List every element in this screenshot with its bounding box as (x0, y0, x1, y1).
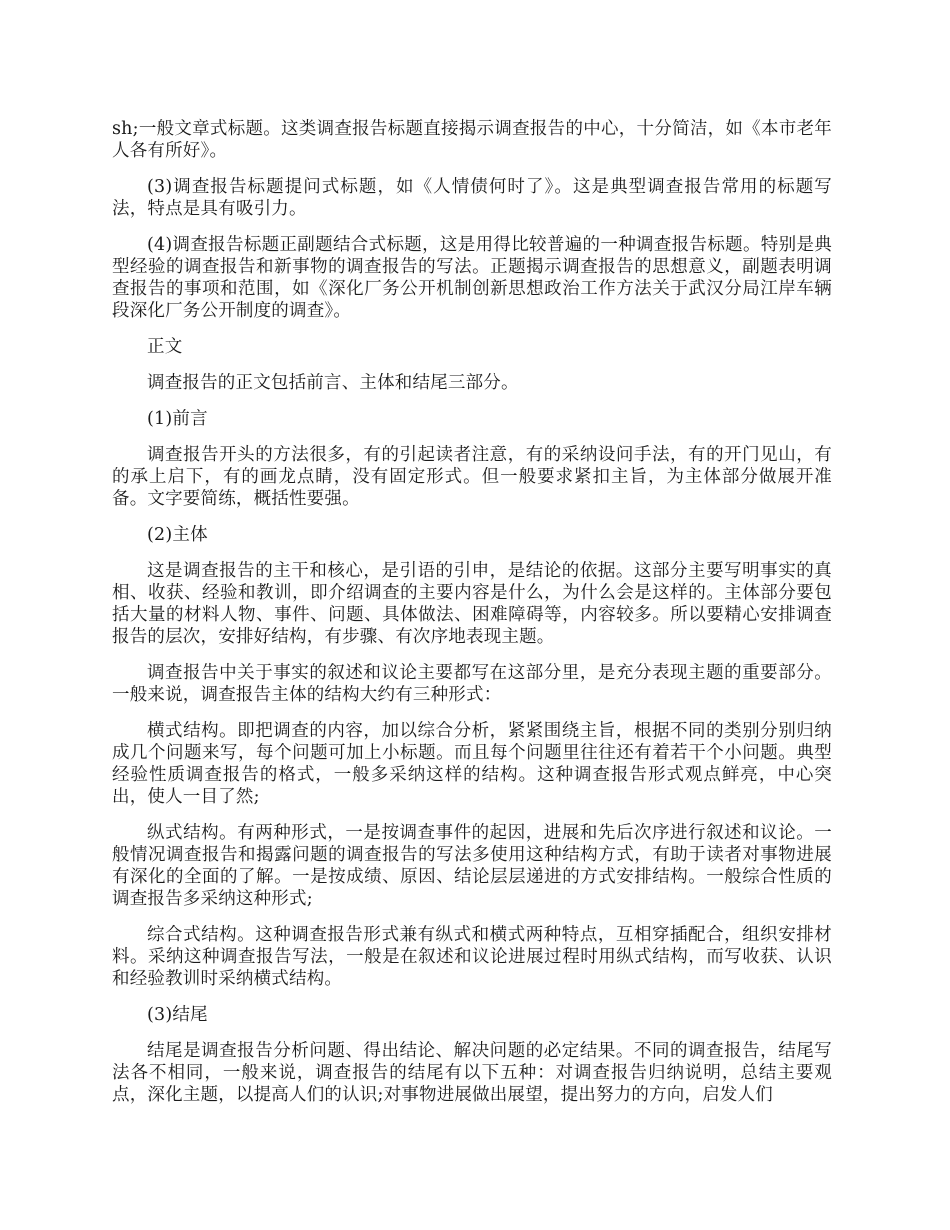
paragraph-main-core: 这是调查报告的主干和核心，是引语的引申，是结论的依据。这部分主要写明事实的真相、收获、经验和教训，即介绍调查的主要内容是什么，为什么会是这样的。主体部分要包括大量的材料人物、事件、问题、具体做法、困难障碍等，内容较多。所以要精心安排调查报告的层次，安排好结构，有步骤、有次序地表现主题。 (112, 561, 832, 647)
paragraph-horizontal-structure: 横式结构。即把调查的内容，加以综合分析，紧紧围绕主旨，根据不同的类别分别归纳成几个问题来写，每个问题可加上小标题。而且每个问题里往往还有着若干个小问题。典型经验性质调查报告的格式，一般多采纳这样的结构。这种调查报告形式观点鲜亮，中心突出，使人一目了然; (112, 721, 832, 807)
paragraph-ending: 结尾是调查报告分析问题、得出结论、解决问题的必定结果。不同的调查报告，结尾写法各不相同，一般来说，调查报告的结尾有以下五种：对调查报告归纳说明，总结主要观点，深化主题，以提高人们的认识;对事物进展做出展望，提出努力的方向，启发人们 (112, 1041, 832, 1105)
section-heading-body: 正文 (147, 337, 183, 357)
subheading-main: (2)主体 (147, 525, 208, 545)
paragraph-vertical-structure: 纵式结构。有两种形式，一是按调查事件的起因，进展和先后次序进行叙述和议论。一般情况调查报告和揭露问题的调查报告的写法多使用这种结构方式，有助于读者对事物进展有深化的全面的了解。一是按成绩、原因、结论层层递进的方式安排结构。一般综合性质的调查报告多采纳这种形式; (112, 823, 832, 909)
subheading-preface: (1)前言 (147, 409, 208, 429)
subheading-ending: (3)结尾 (147, 1005, 208, 1025)
paragraph-body-overview: 调查报告的正文包括前言、主体和结尾三部分。 (147, 373, 519, 393)
paragraph-preface: 调查报告开头的方法很多，有的引起读者注意，有的采纳设问手法，有的开门见山，有的承上启下，有的画龙点睛，没有固定形式。但一般要求紧扣主旨，为主体部分做展开准备。文字要简练，概括性要强。 (112, 445, 832, 509)
document-body (112, 118, 832, 1120)
paragraph-title-type-combined: (4)调查报告标题正副题结合式标题，这是用得比较普遍的一种调查报告标题。特别是典型经验的调查报告和新事物的调查报告的写法。正题揭示调查报告的思想意义，副题表明调查报告的事项和范围，如《深化厂务公开机制创新思想政治工作方法关于武汉分局江岸车辆段深化厂务公开制度的调查》。 (112, 235, 832, 321)
paragraph-title-type-general: sh;一般文章式标题。这类调查报告标题直接揭示调查报告的中心，十分简洁，如《本市老年人各有所好》。 (112, 119, 832, 161)
paragraph-main-structures: 调查报告中关于事实的叙述和议论主要都写在这部分里，是充分表现主题的重要部分。一般来说，调查报告主体的结构大约有三种形式： (112, 663, 832, 705)
paragraph-combined-structure: 综合式结构。这种调查报告形式兼有纵式和横式两种特点，互相穿插配合，组织安排材料。采纳这种调查报告写法，一般是在叙述和议论进展过程时用纵式结构，而写收获、认识和经验教训时采纳横式结构。 (112, 925, 832, 989)
paragraph-title-type-question: (3)调查报告标题提问式标题，如《人情债何时了》。这是典型调查报告常用的标题写法，特点是具有吸引力。 (112, 177, 832, 219)
